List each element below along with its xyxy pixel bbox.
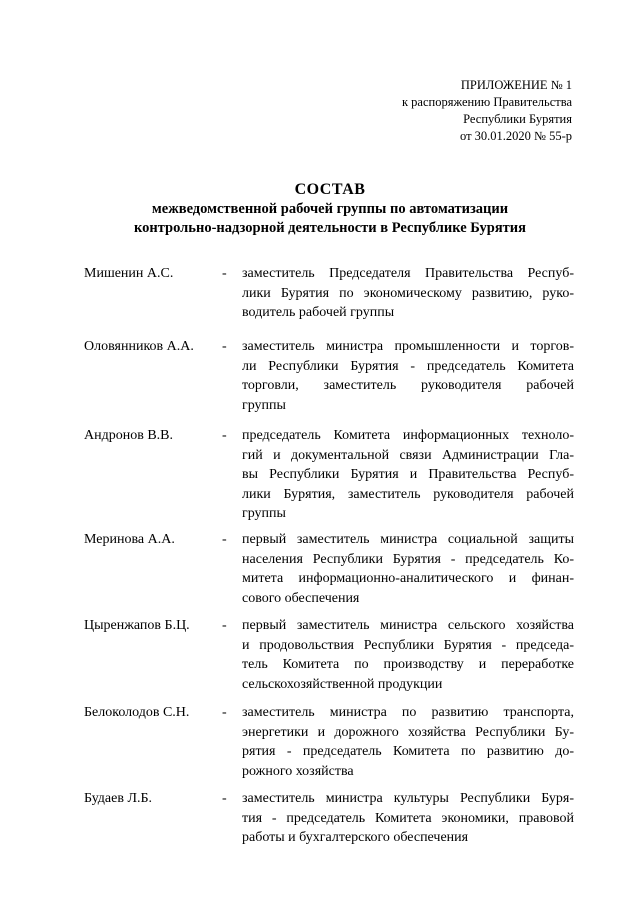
role-line: заместитель министра промышленности и торгов- (242, 339, 574, 354)
member-name: Оловянников А.А. (84, 339, 194, 354)
role-line: митета информационно-аналитического и финан- (242, 571, 574, 586)
member-dash: - (222, 339, 227, 354)
appendix-republic: Республики Бурятия (463, 112, 572, 126)
role-line: первый заместитель министра сельского хозяйства (242, 618, 574, 633)
appendix-date: от 30.01.2020 № 55-р (459, 129, 572, 143)
member-name: Цыренжапов Б.Ц. (84, 618, 190, 633)
member-dash: - (222, 532, 227, 547)
member-dash: - (222, 791, 227, 806)
role-line: рятия - председатель Комитета по развитию до- (242, 744, 574, 759)
title-main: СОСТАВ (294, 181, 366, 198)
role-line: гий и документальной связи Администрации Гла- (242, 447, 574, 463)
role-line: первый заместитель министра социальной защиты (242, 532, 574, 547)
role-line: сового обеспечения (242, 590, 360, 606)
member-dash: - (222, 705, 227, 720)
member-role (242, 789, 574, 848)
member-dash: - (222, 428, 227, 443)
title-line-1: межведомственной рабочей группы по автоматизации (151, 201, 509, 217)
appendix-number: ПРИЛОЖЕНИЕ № 1 (460, 78, 572, 92)
role-line: и продовольствия Республики Бурятия - председа- (242, 637, 574, 653)
role-line: тель Комитета по производству и переработке (242, 657, 574, 672)
role-line: населения Республики Бурятия - председатель Ко- (242, 551, 574, 567)
role-line: лики Бурятия по экономическому развитию, руко- (242, 285, 574, 301)
role-line: заместитель министра по развитию транспорта, (242, 705, 574, 720)
member-name: Меринова А.А. (84, 532, 175, 547)
role-line: председатель Комитета информационных техноло- (242, 428, 574, 443)
role-line: заместитель Председателя Правительства Респуб- (242, 266, 574, 281)
document-title (60, 180, 600, 238)
member-name: Белоколодов С.Н. (84, 705, 190, 720)
role-line: заместитель министра культуры Республики Буря- (242, 791, 574, 806)
member-name: Будаев Л.Б. (84, 791, 153, 806)
member-role (242, 264, 574, 323)
role-line: энергетики и дорожного хозяйства Республики Бу- (242, 724, 574, 740)
role-line: рожного хозяйства (242, 763, 354, 779)
role-line: группы (242, 397, 286, 413)
role-line: группы (242, 506, 286, 521)
member-name: Мишенин А.С. (84, 266, 174, 281)
member-role (242, 530, 574, 608)
title-line-2: контрольно-надзорной деятельности в Республике Бурятия (133, 220, 527, 236)
role-line: вы Республики Бурятия и Правительства Респуб- (242, 467, 574, 482)
appendix-order-ref: к распоряжению Правительства (401, 95, 572, 109)
role-line: работы и бухгалтерского обеспечения (242, 830, 469, 845)
role-line: тия - председатель Комитета экономики, правовой (242, 810, 574, 826)
role-line: ли Республики Бурятия - председатель Комитета (242, 358, 574, 374)
appendix-header (402, 77, 572, 145)
member-name: Андронов В.В. (84, 428, 174, 443)
member-role (242, 616, 574, 694)
member-dash: - (222, 618, 227, 633)
role-line: водитель рабочей группы (242, 305, 395, 320)
member-dash: - (222, 266, 227, 281)
role-line: лики Бурятия, заместитель руководителя рабочей (242, 486, 574, 502)
member-role (242, 426, 574, 524)
member-role (242, 703, 574, 781)
role-line: сельскохозяйственной продукции (242, 676, 443, 692)
role-line: торговли, заместитель руководителя рабочей (242, 378, 574, 393)
member-role (242, 337, 574, 415)
